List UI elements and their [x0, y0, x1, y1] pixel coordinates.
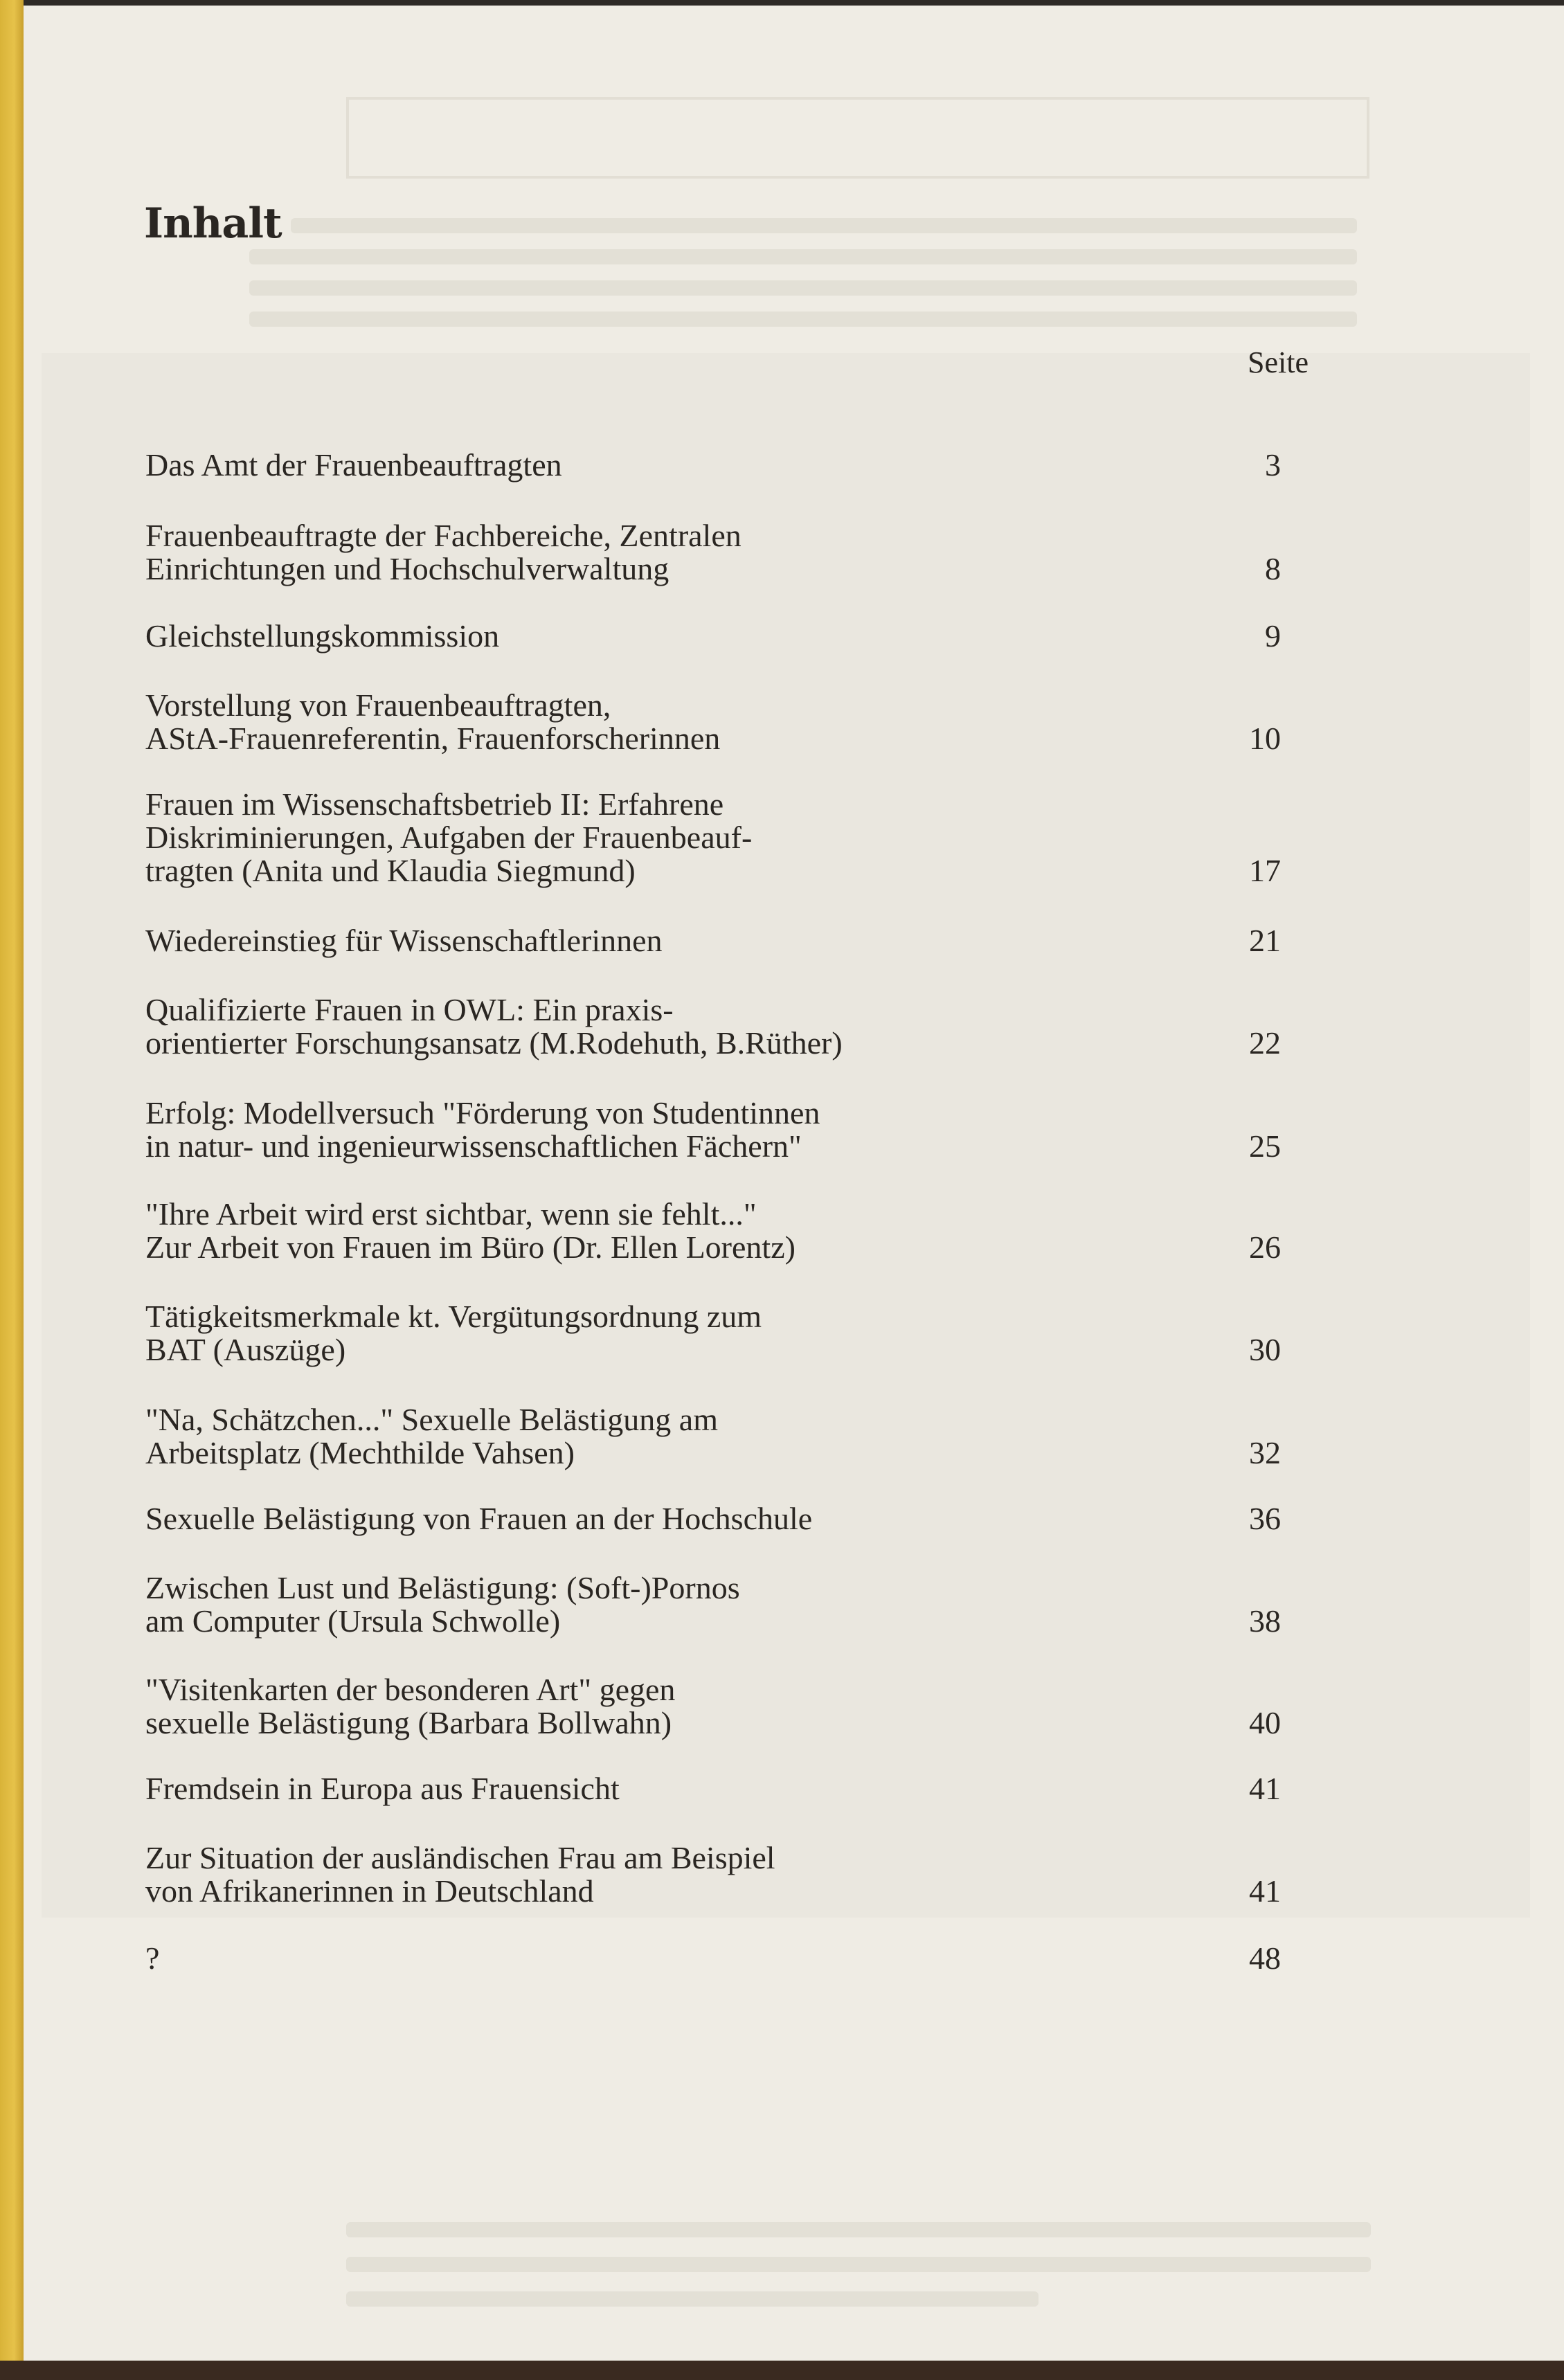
- toc-entry-title: von Afrikanerinnen in Deutschland: [145, 1873, 594, 1909]
- toc-entry-title: in natur- und ingenieurwissenschaftlichen Fächern": [145, 1128, 802, 1164]
- toc-entry: [145, 1198, 1322, 1264]
- toc-entry-title: orientierter Forschungsansatz (M.Rodehuth, B.Rüther): [145, 1025, 843, 1061]
- toc-entry-title: Gleichstellungskommission: [145, 618, 500, 653]
- bleed-through-line: [249, 280, 1357, 296]
- toc-entry: [145, 1673, 1322, 1740]
- scan-bottom-edge: [0, 2361, 1564, 2380]
- bleed-through-line: [249, 249, 1357, 264]
- toc-entry-title: sexuelle Belästigung (Barbara Bollwahn): [145, 1705, 672, 1740]
- toc-entry-page: 41: [1249, 1873, 1281, 1909]
- toc-entry: [145, 620, 1322, 653]
- toc-entry-title: Tätigkeitsmerkmale kt. Vergütungsordnung zum: [145, 1299, 762, 1334]
- toc-entry-title: "Visitenkarten der besonderen Art" gegen: [145, 1672, 676, 1707]
- toc-entry-title: am Computer (Ursula Schwolle): [145, 1603, 561, 1639]
- toc-entry-page: 32: [1249, 1435, 1281, 1470]
- toc-entry: [145, 1571, 1322, 1638]
- toc-entry-page: 10: [1249, 721, 1281, 756]
- toc-entry-page: 9: [1265, 618, 1281, 653]
- toc-entry-title: Diskriminierungen, Aufgaben der Frauenbeauf-: [145, 820, 753, 855]
- toc-entry-title: Frauenbeauftragte der Fachbereiche, Zentralen: [145, 518, 741, 553]
- toc-entry-title: AStA-Frauenreferentin, Frauenforscherinnen: [145, 721, 721, 756]
- binding-edge: [0, 0, 24, 2380]
- toc-entry-page: 40: [1249, 1705, 1281, 1740]
- toc-entry: [145, 519, 1322, 586]
- bleed-through-line: [346, 2257, 1371, 2272]
- toc-entry-page: 48: [1249, 1940, 1281, 1976]
- toc-entry-page: 3: [1265, 447, 1281, 483]
- toc-entry-title: Zur Arbeit von Frauen im Büro (Dr. Ellen Lorentz): [145, 1229, 796, 1265]
- toc-entry-title: Wiedereinstieg für Wissenschaftlerinnen: [145, 923, 663, 958]
- toc-entry-title: Zwischen Lust und Belästigung: (Soft-)Pornos: [145, 1570, 740, 1605]
- toc-entry-title: Das Amt der Frauenbeauftragten: [145, 447, 562, 483]
- toc-entry-page: 8: [1265, 551, 1281, 586]
- bleed-through-frame: [346, 97, 1369, 179]
- bleed-through-line: [249, 312, 1357, 327]
- toc-entry-title: Erfolg: Modellversuch "Förderung von Studentinnen: [145, 1095, 820, 1130]
- toc-entry-page: 21: [1249, 923, 1281, 958]
- toc-entry-title: ?: [145, 1940, 160, 1976]
- toc-entry: [145, 788, 1322, 887]
- toc-entry-title: BAT (Auszüge): [145, 1332, 346, 1367]
- toc-entry-title: Einrichtungen und Hochschulverwaltung: [145, 551, 669, 586]
- toc-entry: [145, 1772, 1322, 1805]
- toc-entry: [145, 1403, 1322, 1470]
- toc-entry: [145, 924, 1322, 957]
- toc-entry-title: tragten (Anita und Klaudia Siegmund): [145, 853, 636, 888]
- toc-entry-title: Qualifizierte Frauen in OWL: Ein praxis-: [145, 992, 674, 1027]
- toc-entry-page: 38: [1249, 1603, 1281, 1639]
- toc-entry-page: 22: [1249, 1025, 1281, 1061]
- toc-entry: [145, 1502, 1322, 1535]
- toc-entry-title: "Ihre Arbeit wird erst sichtbar, wenn sie fehlt...": [145, 1196, 757, 1232]
- bleed-through-line: [291, 218, 1357, 233]
- page-column-header: Seite: [1248, 345, 1309, 379]
- toc-entry-title: Arbeitsplatz (Mechthilde Vahsen): [145, 1435, 575, 1470]
- toc-entry: [145, 1942, 1322, 1975]
- toc-entry-page: 17: [1249, 853, 1281, 888]
- bleed-through-line: [346, 2291, 1039, 2307]
- toc-entry-title: Vorstellung von Frauenbeauftragten,: [145, 687, 611, 723]
- toc-entry-page: 36: [1249, 1501, 1281, 1536]
- toc-entry: [145, 1300, 1322, 1367]
- toc-entry-title: Sexuelle Belästigung von Frauen an der Hochschule: [145, 1501, 813, 1536]
- toc-entry-page: 25: [1249, 1128, 1281, 1164]
- toc-entry-title: Frauen im Wissenschaftsbetrieb II: Erfahrene: [145, 786, 724, 822]
- toc-entry: [145, 689, 1322, 755]
- toc-entry: [145, 1841, 1322, 1908]
- page-title: Inhalt: [144, 199, 282, 248]
- toc-entry-title: Fremdsein in Europa aus Frauensicht: [145, 1771, 620, 1806]
- toc-entry-page: 26: [1249, 1229, 1281, 1265]
- toc-entry: [145, 1097, 1322, 1163]
- toc-entry: [145, 449, 1322, 482]
- toc-entry: [145, 993, 1322, 1060]
- scan-top-edge: [0, 0, 1564, 6]
- toc-entry-page: 41: [1249, 1771, 1281, 1806]
- toc-entry-page: 30: [1249, 1332, 1281, 1367]
- bleed-through-line: [346, 2222, 1371, 2237]
- toc-entry-title: "Na, Schätzchen..." Sexuelle Belästigung am: [145, 1402, 718, 1437]
- toc-entry-title: Zur Situation der ausländischen Frau am Beispiel: [145, 1840, 775, 1875]
